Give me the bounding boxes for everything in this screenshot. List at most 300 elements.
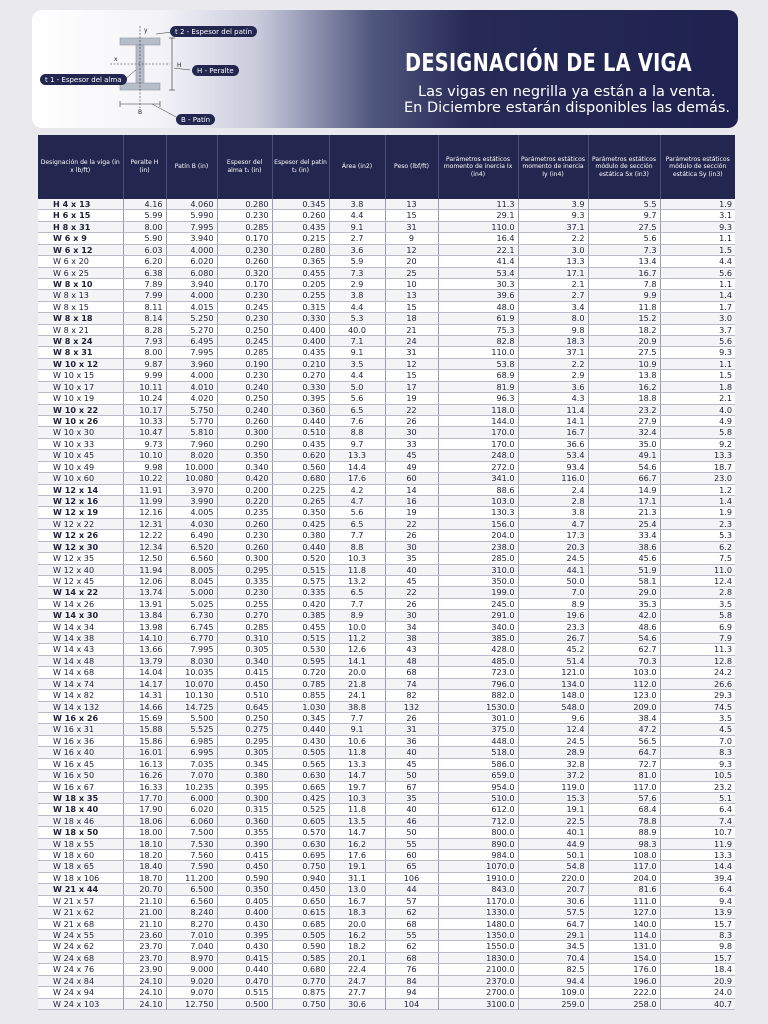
table-cell: 21.3 [588,507,660,518]
table-row [38,473,735,484]
table-cell: 0.350 [217,450,272,461]
table-row [38,495,735,506]
table-cell: 11.3 [438,199,518,210]
table-cell: 0.285 [217,621,272,632]
table-cell: 2.4 [518,484,588,495]
table-cell: 11.4 [518,404,588,415]
table-cell: 51.9 [588,564,660,575]
table-cell: 57 [385,895,438,906]
table-cell: 2.9 [518,370,588,381]
table-cell: 9.73 [123,438,166,449]
table-cell: 10.11 [123,381,166,392]
table-cell: 9.98 [123,461,166,472]
beam-designation: W 14 x 74 [38,678,123,689]
table-cell: 17.90 [123,804,166,815]
table-cell: 61.9 [438,313,518,324]
table-cell: 0.855 [272,690,329,701]
table-cell: 0.500 [217,998,272,1009]
table-cell: 12 [385,244,438,255]
table-cell: 20.0 [329,918,385,929]
table-cell: 16.4 [438,233,518,244]
table-row [38,553,735,564]
beam-designation: W 10 x 33 [38,438,123,449]
label-h: H - Peralte [192,65,239,76]
table-row [38,884,735,895]
table-cell: 45.6 [588,553,660,564]
table-cell: 0.230 [217,530,272,541]
table-cell: 11.9 [660,838,735,849]
table-cell: 16.2 [588,381,660,392]
table-cell: 45 [385,758,438,769]
table-row [38,427,735,438]
table-cell: 13 [385,199,438,210]
table-cell: 116.0 [518,473,588,484]
table-cell: 8.00 [123,221,166,232]
table-row [38,690,735,701]
table-row [38,975,735,986]
table-cell: 58.1 [588,575,660,586]
table-cell: 6.995 [166,747,217,758]
table-cell: 39.6 [438,290,518,301]
table-cell: 7.960 [166,438,217,449]
table-cell: 6.730 [166,610,217,621]
table-cell: 9.1 [329,724,385,735]
table-cell: 16.2 [329,930,385,941]
table-cell: 16.01 [123,747,166,758]
table-cell: 9.6 [518,712,588,723]
table-cell: 0.400 [272,324,329,335]
table-cell: 199.0 [438,587,518,598]
table-cell: 0.240 [217,404,272,415]
beam-designation: W 24 x 84 [38,975,123,986]
beam-designation: W 6 x 20 [38,256,123,267]
table-cell: 17.1 [518,267,588,278]
axis-y-label: y [144,27,148,34]
table-cell: 13.98 [123,621,166,632]
table-cell: 2.7 [329,233,385,244]
table-cell: 0.785 [272,678,329,689]
table-cell: 7.4 [660,815,735,826]
table-cell: 0.260 [217,541,272,552]
table-cell: 7.560 [166,850,217,861]
table-cell: 84 [385,975,438,986]
table-cell: 88.9 [588,827,660,838]
table-cell: 5.90 [123,233,166,244]
table-cell: 3.4 [518,301,588,312]
table-cell: 6.985 [166,735,217,746]
table-cell: 43 [385,644,438,655]
table-cell: 1350.0 [438,930,518,941]
table-cell: 8.9 [518,598,588,609]
beam-designation: W 18 x 50 [38,827,123,838]
table-row [38,484,735,495]
header-banner [32,10,738,128]
table-cell: 1170.0 [438,895,518,906]
table-row [38,393,735,404]
table-cell: 21 [385,324,438,335]
table-cell: 7.6 [329,416,385,427]
table-row [38,507,735,518]
table-cell: 0.415 [217,952,272,963]
table-cell: 6.03 [123,244,166,255]
table-cell: 0.420 [217,473,272,484]
table-row [38,747,735,758]
table-row [38,450,735,461]
beam-designation: W 18 x 106 [38,872,123,883]
table-cell: 220.0 [518,872,588,883]
table-cell: 0.285 [217,347,272,358]
table-cell: 0.275 [217,724,272,735]
table-cell: 9.000 [166,964,217,975]
table-cell: 29.1 [518,930,588,941]
table-cell: 72.7 [588,758,660,769]
table-cell: 12.50 [123,553,166,564]
table-cell: 31 [385,347,438,358]
table-cell: 13 [385,290,438,301]
table-cell: 24.10 [123,998,166,1009]
beam-designation: W 24 x 55 [38,930,123,941]
table-cell: 18.20 [123,850,166,861]
table-cell: 45.2 [518,644,588,655]
table-cell: 0.530 [272,644,329,655]
table-cell: 94 [385,987,438,998]
table-cell: 14.9 [588,484,660,495]
table-cell: 0.435 [272,347,329,358]
beam-designation: W 8 x 24 [38,336,123,347]
table-cell: 70.3 [588,655,660,666]
table-cell: 19.7 [329,781,385,792]
table-cell: 15 [385,210,438,221]
table-cell: 4.060 [166,199,217,210]
table-cell: 7.7 [329,712,385,723]
beam-designation: W 21 x 62 [38,907,123,918]
table-row [38,530,735,541]
table-row [38,278,735,289]
table-cell: 0.420 [272,598,329,609]
table-cell: 26 [385,598,438,609]
table-cell: 7.590 [166,861,217,872]
beam-designation: W 14 x 22 [38,587,123,598]
table-cell: 3.940 [166,278,217,289]
table-cell: 258.0 [588,998,660,1009]
beam-designation: W 16 x 50 [38,770,123,781]
table-cell: 11.8 [329,747,385,758]
table-cell: 2.3 [660,518,735,529]
table-cell: 26.6 [660,678,735,689]
beam-designation: H 8 x 31 [38,221,123,232]
table-cell: 20.7 [518,884,588,895]
table-cell: 1.8 [660,381,735,392]
beam-designation: W 14 x 30 [38,610,123,621]
table-row [38,872,735,883]
table-cell: 176.0 [588,964,660,975]
table-cell: 74 [385,678,438,689]
table-cell: 6.060 [166,815,217,826]
table-cell: 148.0 [518,690,588,701]
table-cell: 15.88 [123,724,166,735]
table-cell: 1.1 [660,358,735,369]
table-cell: 14.10 [123,633,166,644]
table-cell: 7.7 [329,530,385,541]
table-cell: 5.000 [166,587,217,598]
table-cell: 8.9 [329,610,385,621]
table-row [38,381,735,392]
beam-designation: W 14 x 38 [38,633,123,644]
table-cell: 13.3 [660,450,735,461]
table-cell: 22.4 [329,964,385,975]
table-cell: 7.070 [166,770,217,781]
table-cell: 10.130 [166,690,217,701]
table-cell: 6.9 [660,621,735,632]
beam-designation: W 24 x 76 [38,964,123,975]
table-cell: 1070.0 [438,861,518,872]
table-cell: 1.4 [660,290,735,301]
table-cell: 9.8 [518,324,588,335]
table-cell: 18.3 [329,907,385,918]
table-cell: 4.015 [166,301,217,312]
table-row [38,610,735,621]
table-cell: 57.6 [588,792,660,803]
table-cell: 6.2 [660,541,735,552]
table-cell: 0.440 [272,724,329,735]
table-cell: 1.9 [660,507,735,518]
table-cell: 6.38 [123,267,166,278]
table-cell: 110.0 [438,221,518,232]
table-cell: 7.0 [518,587,588,598]
table-cell: 8.0 [518,313,588,324]
table-cell: 15.3 [518,792,588,803]
table-cell: 310.0 [438,564,518,575]
table-cell: 68.4 [588,804,660,815]
table-cell: 13.0 [329,884,385,895]
table-cell: 22.5 [518,815,588,826]
table-row [38,336,735,347]
table-cell: 0.430 [217,941,272,952]
table-cell: 196.0 [588,975,660,986]
table-cell: 38.4 [588,712,660,723]
beam-designation: W 24 x 68 [38,952,123,963]
table-row [38,724,735,735]
table-cell: 2.2 [518,233,588,244]
table-cell: 44.9 [518,838,588,849]
table-cell: 0.240 [217,381,272,392]
table-cell: 4.16 [123,199,166,210]
table-cell: 5.025 [166,598,217,609]
table-cell: 0.505 [272,930,329,941]
table-cell: 12.6 [329,644,385,655]
table-cell: 0.560 [272,461,329,472]
table-cell: 9.9 [588,290,660,301]
table-cell: 5.6 [329,507,385,518]
table-cell: 9.8 [660,941,735,952]
column-header: Peso (lbf/ft) [385,135,438,199]
table-cell: 1480.0 [438,918,518,929]
table-cell: 4.5 [660,724,735,735]
table-cell: 0.250 [217,712,272,723]
table-row [38,199,735,210]
column-header: Parámetros estáticos momento de inercia Ix (in4) [438,135,518,199]
beam-designation: W 10 x 19 [38,393,123,404]
table-cell: 11.8 [329,804,385,815]
column-header: Parámetros estáticos momento de inercia Iy (in4) [518,135,588,199]
table-cell: 10.24 [123,393,166,404]
table-row [38,930,735,941]
table-cell: 10.6 [329,735,385,746]
table-cell: 30 [385,541,438,552]
table-cell: 82.5 [518,964,588,975]
table-cell: 0.230 [217,313,272,324]
table-cell: 448.0 [438,735,518,746]
table-row [38,838,735,849]
table-row [38,792,735,803]
table-cell: 0.435 [272,221,329,232]
table-cell: 7.995 [166,644,217,655]
table-cell: 19.6 [518,610,588,621]
table-cell: 7.040 [166,941,217,952]
table-cell: 0.385 [272,610,329,621]
table-cell: 54.6 [588,633,660,644]
table-row [38,564,735,575]
table-cell: 38 [385,633,438,644]
beam-designation: W 8 x 21 [38,324,123,335]
table-cell: 8.00 [123,347,166,358]
table-cell: 0.345 [272,712,329,723]
table-cell: 15.7 [660,918,735,929]
table-cell: 20 [385,256,438,267]
table-cell: 5.1 [660,792,735,803]
table-cell: 954.0 [438,781,518,792]
table-cell: 0.400 [217,907,272,918]
table-cell: 47.2 [588,724,660,735]
table-cell: 88.6 [438,484,518,495]
table-cell: 0.750 [272,861,329,872]
table-cell: 50 [385,770,438,781]
table-cell: 0.570 [272,827,329,838]
table-cell: 4.000 [166,290,217,301]
table-cell: 7.8 [588,278,660,289]
table-cell: 10.22 [123,473,166,484]
table-cell: 132 [385,701,438,712]
table-cell: 37.2 [518,770,588,781]
table-cell: 24 [385,336,438,347]
table-cell: 0.285 [217,221,272,232]
table-cell: 20.3 [518,541,588,552]
table-cell: 6.560 [166,895,217,906]
table-row [38,233,735,244]
beam-designation: W 6 x 25 [38,267,123,278]
table-cell: 19 [385,393,438,404]
table-cell: 2.8 [518,495,588,506]
table-cell: 18.8 [588,393,660,404]
table-cell: 9.7 [329,438,385,449]
table-cell: 14.725 [166,701,217,712]
table-cell: 259.0 [518,998,588,1009]
beam-designation: W 21 x 57 [38,895,123,906]
table-cell: 0.290 [217,438,272,449]
table-cell: 0.360 [217,815,272,826]
table-cell: 18.7 [660,461,735,472]
table-cell: 68 [385,952,438,963]
table-cell: 0.680 [272,473,329,484]
table-row [38,210,735,221]
table-cell: 800.0 [438,827,518,838]
table-cell: 6.20 [123,256,166,267]
table-cell: 0.255 [217,598,272,609]
table-cell: 843.0 [438,884,518,895]
table-cell: 20.9 [660,975,735,986]
table-cell: 45 [385,450,438,461]
table-cell: 4.9 [660,416,735,427]
table-cell: 5.6 [588,233,660,244]
table-cell: 11.94 [123,564,166,575]
table-cell: 9.3 [660,221,735,232]
table-cell: 11.8 [329,564,385,575]
table-row [38,621,735,632]
table-cell: 5.770 [166,416,217,427]
table-cell: 0.585 [272,952,329,963]
table-cell: 548.0 [518,701,588,712]
table-cell: 3.5 [329,358,385,369]
table-cell: 7.99 [123,290,166,301]
table-cell: 62 [385,941,438,952]
table-cell: 0.170 [217,278,272,289]
table-row [38,358,735,369]
beam-designation: W 16 x 26 [38,712,123,723]
table-cell: 24.5 [518,735,588,746]
table-cell: 0.230 [217,244,272,255]
table-cell: 0.400 [272,336,329,347]
table-cell: 93.4 [518,461,588,472]
table-cell: 0.390 [217,838,272,849]
table-cell: 0.395 [272,393,329,404]
table-cell: 0.230 [217,370,272,381]
table-cell: 54.6 [588,461,660,472]
table-cell: 108.0 [588,850,660,861]
table-cell: 35.0 [588,438,660,449]
beam-designation: W 8 x 13 [38,290,123,301]
table-cell: 15.69 [123,712,166,723]
table-cell: 13.4 [588,256,660,267]
table-cell: 1.030 [272,701,329,712]
table-cell: 14.4 [329,461,385,472]
beam-designation: W 18 x 40 [38,804,123,815]
table-cell: 0.650 [272,895,329,906]
table-cell: 485.0 [438,655,518,666]
table-cell: 44 [385,884,438,895]
table-cell: 15 [385,370,438,381]
table-cell: 4.3 [518,393,588,404]
table-cell: 5.6 [329,393,385,404]
table-cell: 81.0 [588,770,660,781]
table-cell: 5.750 [166,404,217,415]
table-cell: 49.1 [588,450,660,461]
table-row [38,907,735,918]
table-cell: 3.990 [166,495,217,506]
table-cell: 12.16 [123,507,166,518]
table-row [38,964,735,975]
table-cell: 1.5 [660,244,735,255]
table-cell: 0.450 [217,861,272,872]
beam-designation: W 10 x 49 [38,461,123,472]
table-cell: 10.47 [123,427,166,438]
table-cell: 0.415 [217,667,272,678]
table-cell: 5.9 [329,256,385,267]
table-cell: 170.0 [438,438,518,449]
table-row [38,221,735,232]
table-row [38,267,735,278]
table-cell: 723.0 [438,667,518,678]
table-cell: 1.9 [660,199,735,210]
